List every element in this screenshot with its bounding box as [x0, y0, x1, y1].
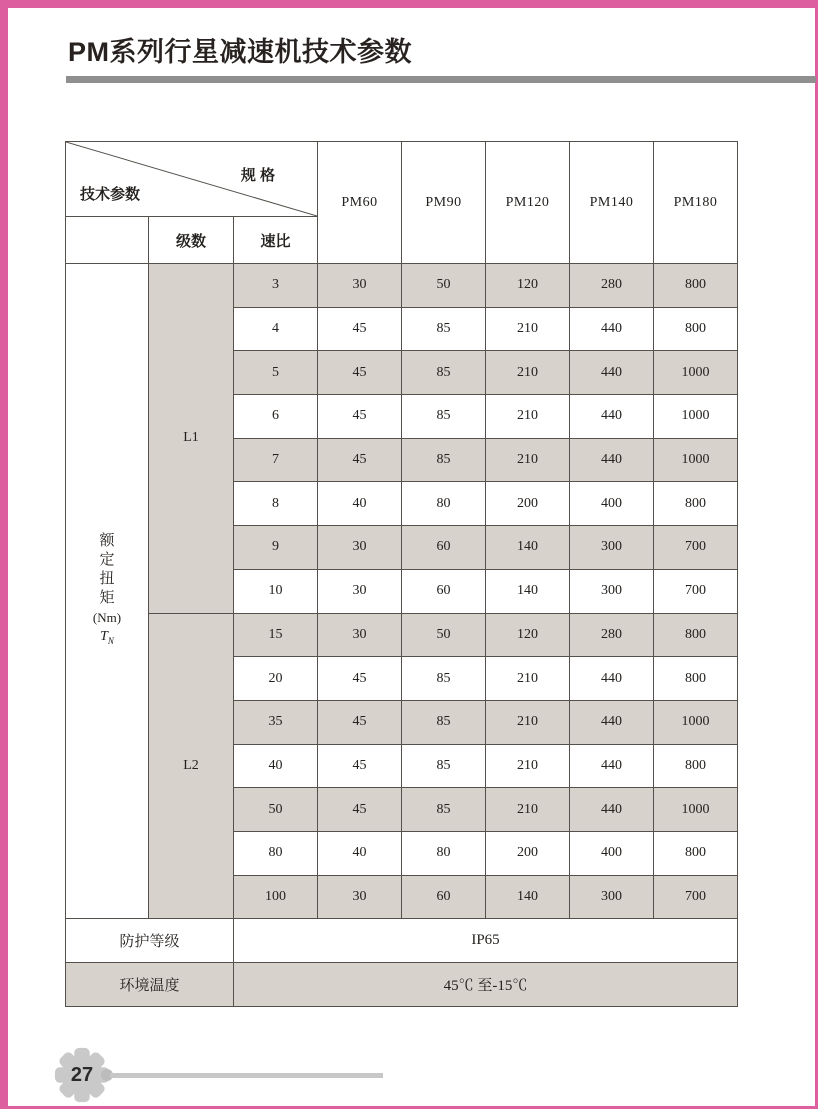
value-cell: 45: [318, 307, 402, 351]
value-cell: 30: [318, 526, 402, 570]
value-cell: 210: [486, 788, 570, 832]
value-cell: 85: [402, 788, 486, 832]
value-cell: 210: [486, 744, 570, 788]
value-cell: 1000: [654, 788, 738, 832]
value-cell: 140: [486, 526, 570, 570]
value-cell: 45: [318, 351, 402, 395]
stage-cell-L1: L1: [149, 264, 234, 614]
value-cell: 800: [654, 307, 738, 351]
value-cell: 800: [654, 613, 738, 657]
value-cell: 440: [570, 788, 654, 832]
value-cell: 40: [318, 482, 402, 526]
value-cell: 400: [570, 482, 654, 526]
value-cell: 140: [486, 875, 570, 919]
ratio-cell: 40: [234, 744, 318, 788]
corner-header-cell: [66, 142, 318, 217]
ratio-header: 速比: [234, 217, 318, 264]
ratio-cell: 9: [234, 526, 318, 570]
value-cell: 85: [402, 395, 486, 439]
value-cell: 85: [402, 351, 486, 395]
value-cell: 400: [570, 831, 654, 875]
value-cell: 45: [318, 700, 402, 744]
protection-row: [66, 919, 738, 963]
value-cell: 800: [654, 264, 738, 308]
value-cell: 440: [570, 395, 654, 439]
value-cell: 210: [486, 438, 570, 482]
value-cell: 30: [318, 613, 402, 657]
value-cell: 1000: [654, 438, 738, 482]
value-cell: 30: [318, 875, 402, 919]
protection-value: IP65: [234, 919, 738, 963]
ratio-cell: 10: [234, 569, 318, 613]
ratio-cell: 35: [234, 700, 318, 744]
value-cell: 45: [318, 744, 402, 788]
value-cell: 40: [318, 831, 402, 875]
footer-decorative-line: [110, 1073, 383, 1078]
value-cell: 45: [318, 657, 402, 701]
value-cell: 210: [486, 700, 570, 744]
value-cell: 700: [654, 569, 738, 613]
temperature-value: 45℃ 至-15℃: [234, 963, 738, 1007]
page-title: PM系列行星减速机技术参数: [68, 37, 412, 67]
protection-label: 防护等级: [66, 919, 234, 963]
value-cell: 1000: [654, 700, 738, 744]
corner-spec-label: 规 格: [240, 167, 276, 184]
value-cell: 45: [318, 395, 402, 439]
value-cell: 45: [318, 788, 402, 832]
value-cell: 300: [570, 875, 654, 919]
value-cell: 440: [570, 700, 654, 744]
value-cell: 85: [402, 700, 486, 744]
value-cell: 80: [402, 482, 486, 526]
value-cell: 440: [570, 657, 654, 701]
value-cell: 120: [486, 613, 570, 657]
ratio-cell: 4: [234, 307, 318, 351]
value-cell: 85: [402, 744, 486, 788]
bottom-rows-body: [66, 919, 738, 1007]
value-cell: 120: [486, 264, 570, 308]
torque-label-cell: 额 定 扭 矩 (Nm) $T_N$: [66, 264, 149, 919]
value-cell: 50: [402, 613, 486, 657]
temperature-row: [66, 963, 738, 1007]
value-cell: 440: [570, 438, 654, 482]
ratio-cell: 20: [234, 657, 318, 701]
value-cell: 1000: [654, 395, 738, 439]
ratio-cell: 50: [234, 788, 318, 832]
model-header-pm60: PM60: [318, 142, 402, 264]
value-cell: 30: [318, 569, 402, 613]
value-cell: 200: [486, 831, 570, 875]
page-number: 27: [70, 1063, 94, 1086]
value-cell: 60: [402, 875, 486, 919]
diagonal-divider: [66, 142, 317, 216]
ratio-cell: 5: [234, 351, 318, 395]
value-cell: 50: [402, 264, 486, 308]
model-header-pm180: PM180: [654, 142, 738, 264]
model-header-pm140: PM140: [570, 142, 654, 264]
value-cell: 200: [486, 482, 570, 526]
value-cell: 800: [654, 744, 738, 788]
value-cell: 280: [570, 264, 654, 308]
value-cell: 440: [570, 351, 654, 395]
title-underline-bar: [66, 76, 816, 83]
ratio-cell: 8: [234, 482, 318, 526]
model-header-pm90: PM90: [402, 142, 486, 264]
ratio-cell: 15: [234, 613, 318, 657]
value-cell: 210: [486, 307, 570, 351]
value-cell: 1000: [654, 351, 738, 395]
temperature-label: 环境温度: [66, 963, 234, 1007]
corner-params-label: 技术参数: [80, 186, 141, 203]
stage-header: 级数: [149, 217, 234, 264]
value-cell: 300: [570, 569, 654, 613]
value-cell: 85: [402, 657, 486, 701]
stage-cell-L2: L2: [149, 613, 234, 919]
ratio-cell: 80: [234, 831, 318, 875]
ratio-cell: 6: [234, 395, 318, 439]
value-cell: 210: [486, 351, 570, 395]
value-cell: 440: [570, 744, 654, 788]
value-cell: 300: [570, 526, 654, 570]
value-cell: 800: [654, 831, 738, 875]
value-cell: 280: [570, 613, 654, 657]
value-cell: 800: [654, 482, 738, 526]
value-cell: 85: [402, 438, 486, 482]
value-cell: 85: [402, 307, 486, 351]
value-cell: 800: [654, 657, 738, 701]
value-cell: 700: [654, 526, 738, 570]
value-cell: 440: [570, 307, 654, 351]
spec-table: [65, 141, 738, 1007]
model-header-pm120: PM120: [486, 142, 570, 264]
ratio-cell: 100: [234, 875, 318, 919]
value-cell: 60: [402, 526, 486, 570]
value-cell: 45: [318, 438, 402, 482]
value-cell: 210: [486, 657, 570, 701]
table-row: [66, 613, 738, 657]
torque-data-body: [66, 264, 738, 919]
value-cell: 30: [318, 264, 402, 308]
value-cell: 80: [402, 831, 486, 875]
ratio-cell: 7: [234, 438, 318, 482]
value-cell: 140: [486, 569, 570, 613]
ratio-cell: 3: [234, 264, 318, 308]
value-cell: 700: [654, 875, 738, 919]
table-row: [66, 264, 738, 308]
value-cell: 210: [486, 395, 570, 439]
value-cell: 60: [402, 569, 486, 613]
empty-header-cell: [66, 217, 149, 264]
